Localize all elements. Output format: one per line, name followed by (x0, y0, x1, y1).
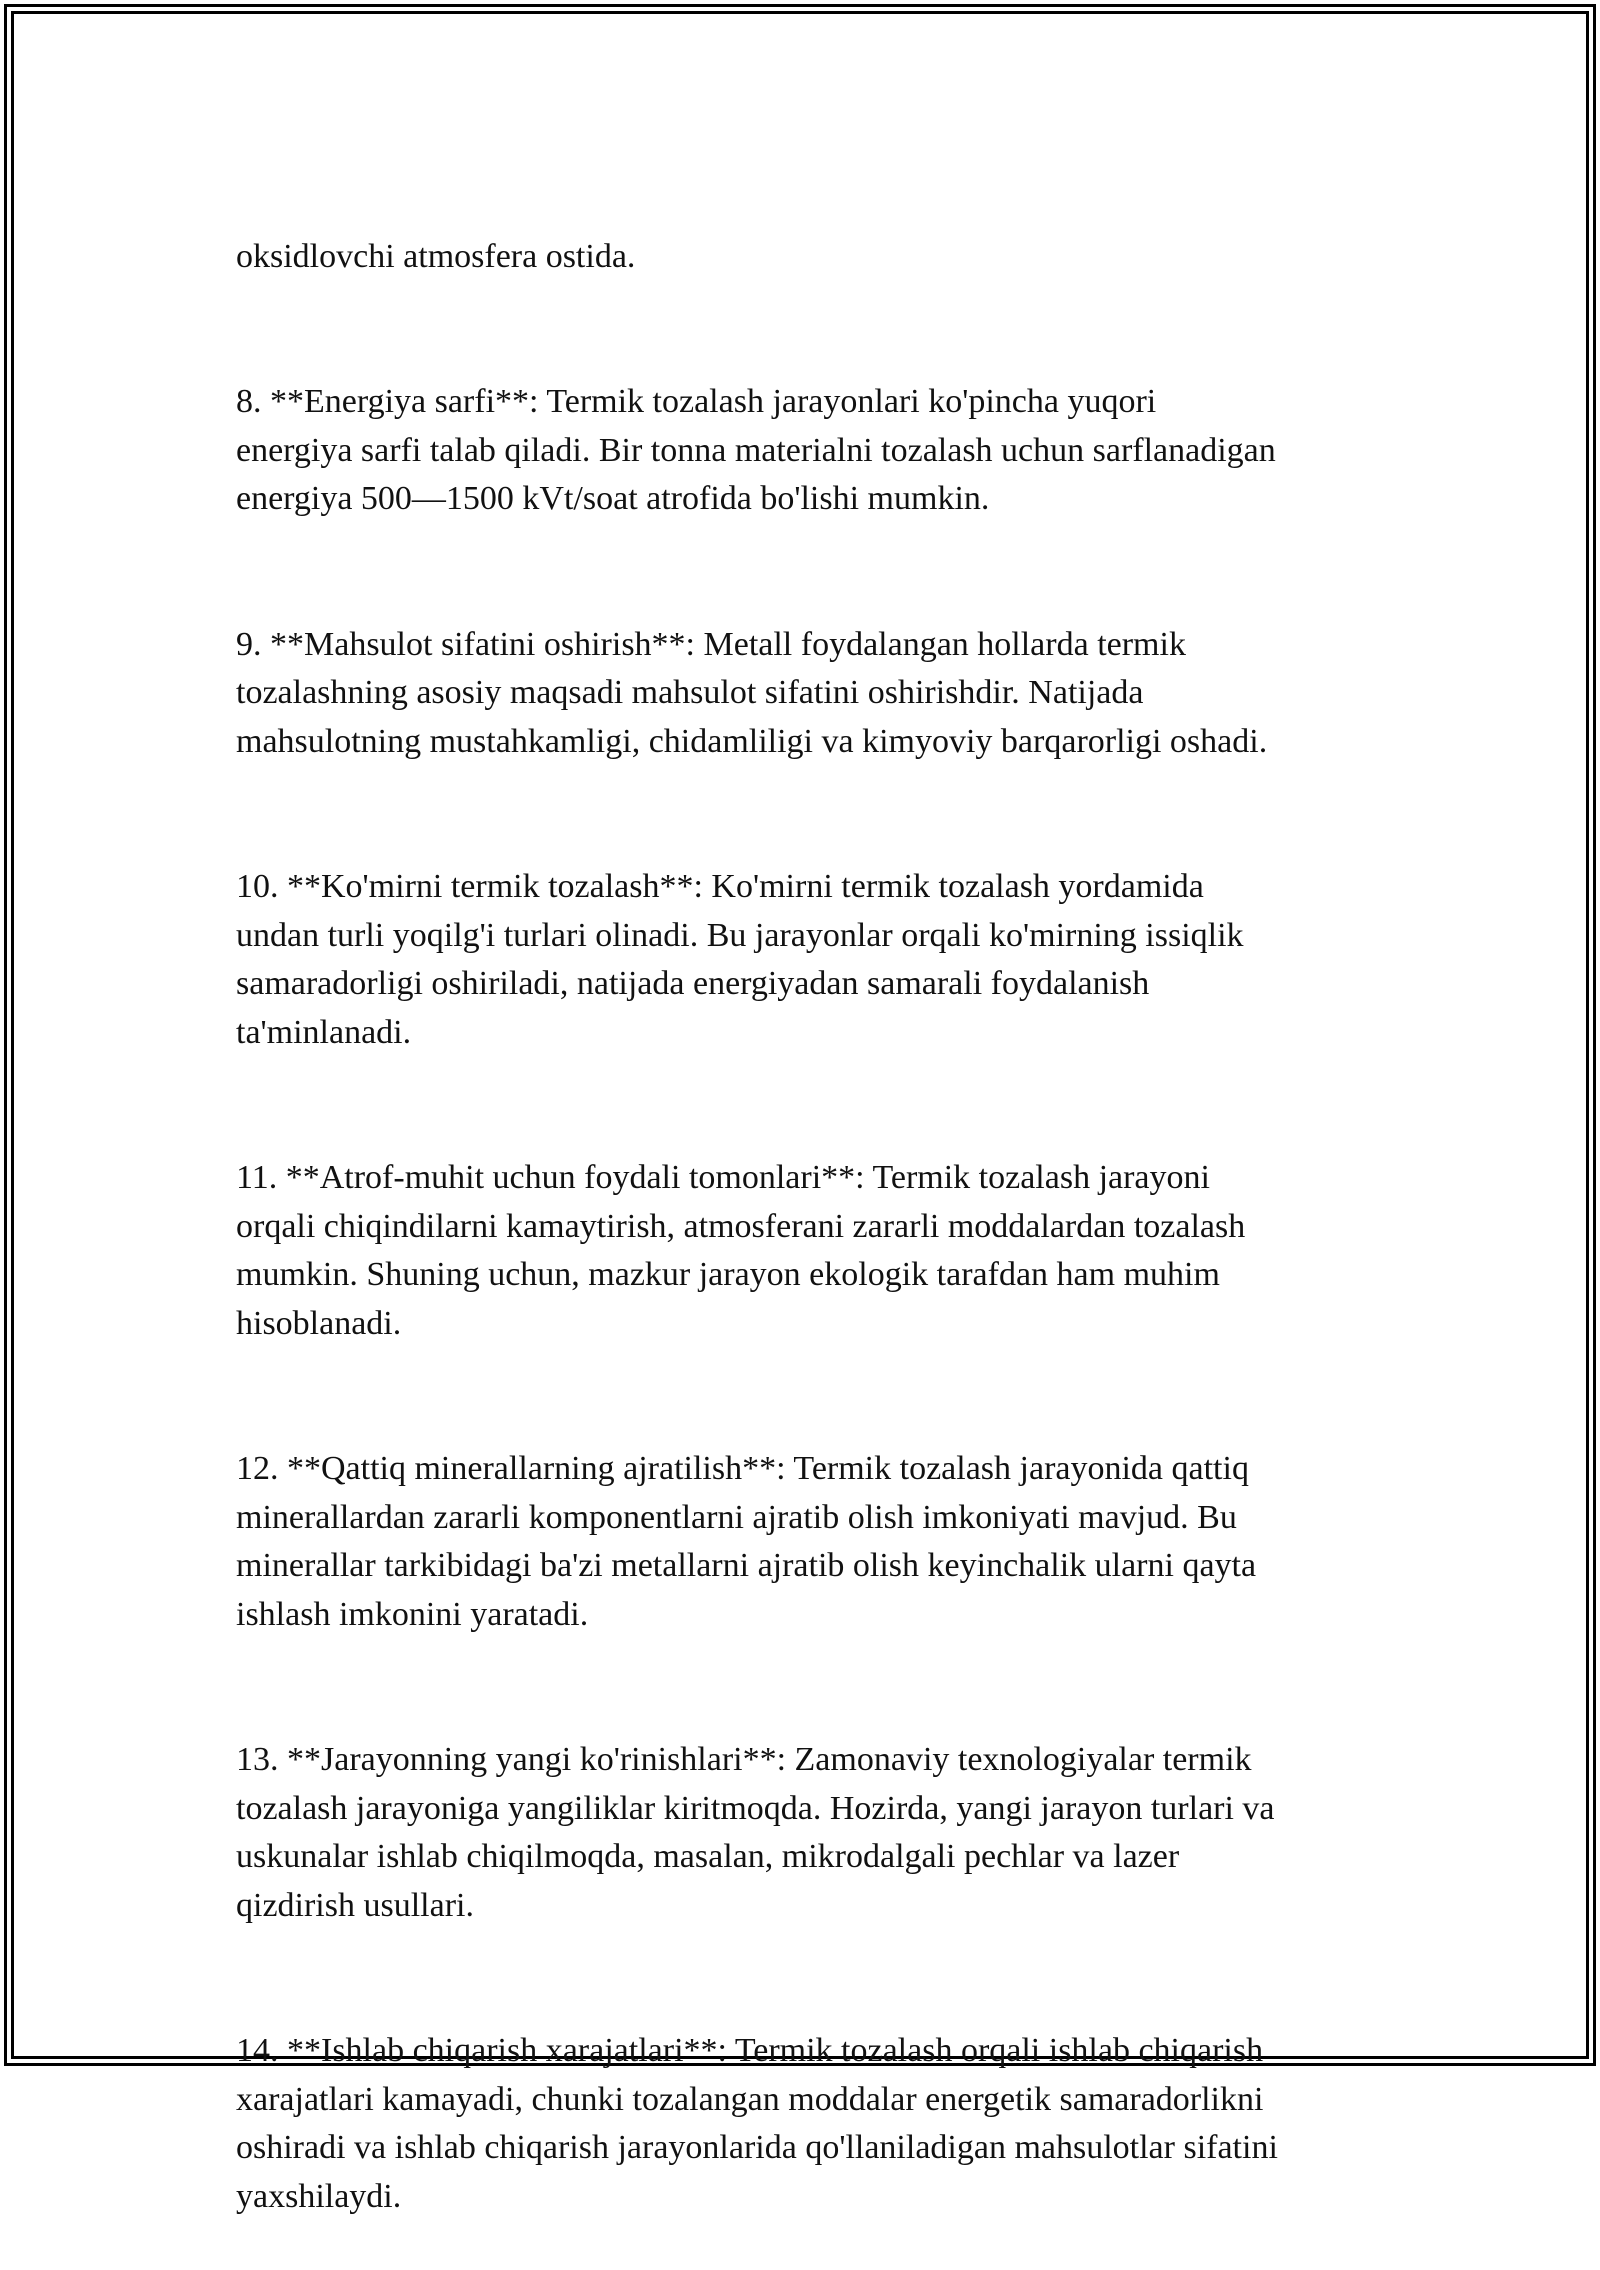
paragraph-9-product-quality: 9. **Mahsulot sifatini oshirish**: Metall foydalangan hollarda termik tozalashning asosiy maqsadi mahsulot sifatini oshirishdir. Natijada mahsulotning mustahkamligi, chidamliligi va kimyoviy barqarorligi oshadi. (236, 625, 1268, 760)
paragraph-8-energy-consumption: 8. **Energiya sarfi**: Termik tozalash jarayonlari ko'pincha yuqori energiya sarfi talab qiladi. Bir tonna materialni tozalash uchun sarflanadigan energiya 500—1500 kVt/soat atrofida bo'lishi mumkin. (236, 383, 1276, 517)
paragraph-12-minerals: 12. **Qattiq minerallarning ajratilish**: Termik tozalash jarayonida qattiq minerallardan zararli komponentlarni ajratib olish imkoniyati mavjud. Bu minerallar tarkibidagi ba'zi metallarni ajratib olish keyinchalik ularni qayta ishlash imkonini yaratadi. (236, 1450, 1257, 1633)
paragraph-continuation: oksidlovchi atmosfera ostida. (236, 237, 636, 275)
paragraph-14-production-costs: 14. **Ishlab chiqarish xarajatlari**: Termik tozalash orqali ishlab chiqarish xarajatlari kamayadi, chunki tozalangan moddalar energetik samaradorlikni oshiradi va ishlab chiqarish jarayonlarida qo'llaniladigan mahsulotlar sifatini yaxshilaydi. (236, 2032, 1278, 2215)
paragraph-11-environment: 11. **Atrof-muhit uchun foydali tomonlari**: Termik tozalash jarayoni orqali chiqindilarni kamaytirish, atmosferani zararli moddalardan tozalash mumkin. Shuning uchun, mazkur jarayon ekologik tarafdan ham muhim hisoblanadi. (236, 1159, 1246, 1342)
paragraph-13-new-processes: 13. **Jarayonning yangi ko'rinishlari**: Zamonaviy texnologiyalar termik tozalash jarayoniga yangiliklar kiritmoqda. Hozirda, yangi jarayon turlari va uskunalar ishlab chiqilmoqda, masalan, mikrodalgali pechlar va lazer qizdirish usullari. (236, 1741, 1275, 1924)
paragraph-10-coal-cleaning: 10. **Ko'mirni termik tozalash**: Ko'mirni termik tozalash yordamida undan turli yoqilg'i turlari olinadi. Bu jarayonlar orqali ko'mirning issiqlik samaradorligi oshiriladi, natijada energiyadan samarali foydalanish ta'minlanadi. (236, 868, 1244, 1051)
document-body (236, 184, 1366, 2270)
